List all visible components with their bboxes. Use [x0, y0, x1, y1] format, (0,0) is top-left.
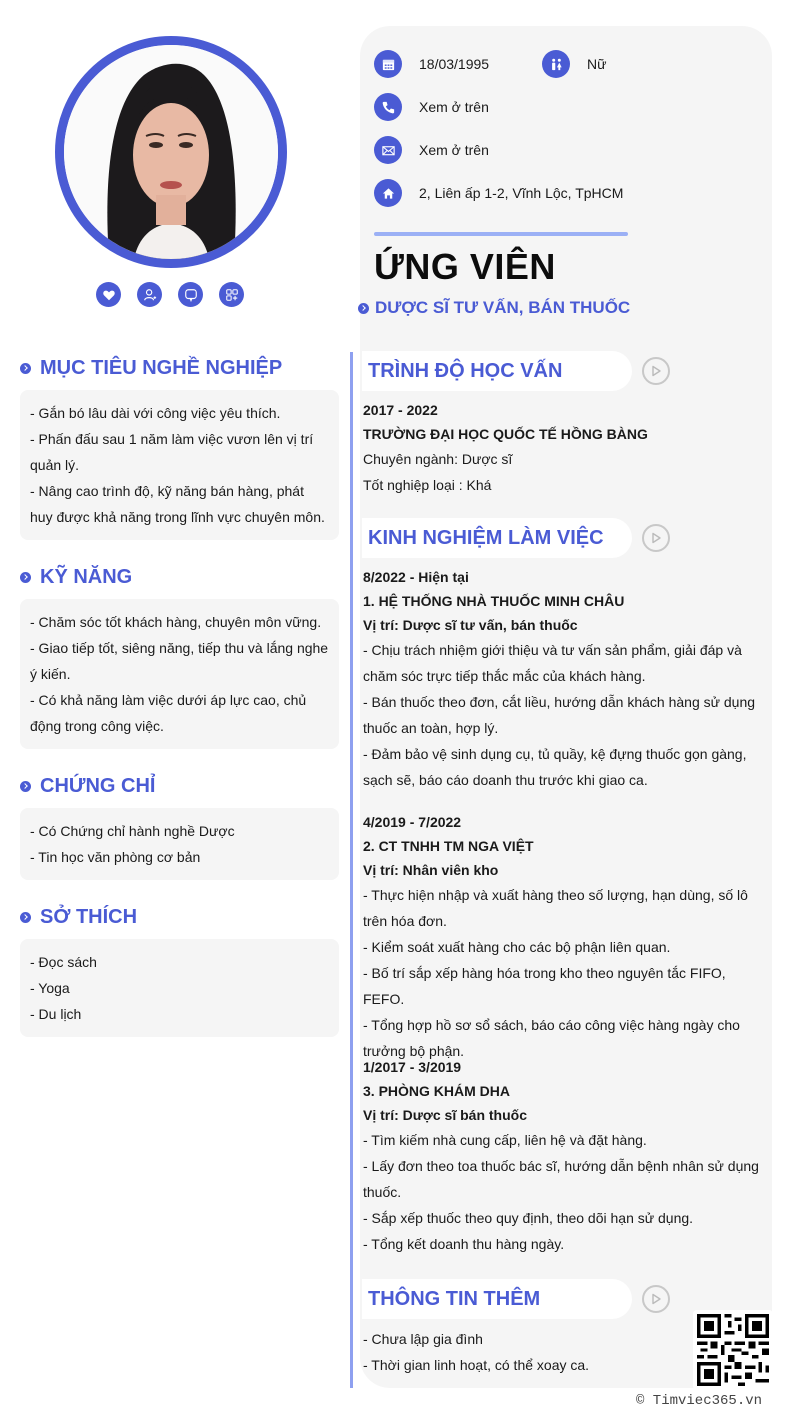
education-school: TRƯỜNG ĐẠI HỌC QUỐC TẾ HỒNG BÀNG — [363, 426, 648, 442]
job-company: 2. CT TNHH TM NGA VIỆT — [363, 838, 534, 854]
social-actions — [96, 282, 244, 307]
hobby-line: - Yoga — [30, 980, 70, 996]
certificate-line: - Có Chứng chỉ hành nghề Dược — [30, 823, 235, 839]
objective-line: - Nâng cao trình độ, kỹ năng bán hàng, phát huy được khả năng trong lĩnh vực chuyên môn. — [30, 483, 325, 525]
skills-box — [20, 599, 339, 749]
education-heading: TRÌNH ĐỘ HỌC VẤN — [362, 351, 670, 391]
play-button[interactable] — [642, 357, 670, 385]
job-entry — [363, 565, 763, 793]
gender-row — [542, 50, 606, 78]
job-position: Vị trí: Dược sĩ tư vấn, bán thuốc — [363, 617, 578, 633]
job-position: Vị trí: Dược sĩ bán thuốc — [363, 1107, 527, 1123]
play-button[interactable] — [642, 524, 670, 552]
skills-line: - Giao tiếp tốt, siêng năng, tiếp thu và lắng nghe ý kiến. — [30, 640, 329, 682]
chat-icon — [184, 288, 198, 302]
objective-line: - Phấn đấu sau 1 năm làm việc vươn lên vị trí quản lý. — [30, 431, 314, 473]
education-period: 2017 - 2022 — [363, 402, 438, 418]
objective-box — [20, 390, 339, 540]
qr-code — [693, 1310, 773, 1390]
dob-text: 18/03/1995 — [419, 56, 490, 72]
hobbies-box — [20, 939, 339, 1037]
follow-button[interactable] — [137, 282, 162, 307]
qr-code-icon — [697, 1314, 769, 1386]
copyright-footer: © Timviec365.vn — [636, 1393, 763, 1409]
address-row — [374, 179, 623, 207]
like-button[interactable] — [96, 282, 121, 307]
job-duty: - Sắp xếp thuốc theo quy định, theo dõi hạn sử dụng. — [363, 1210, 694, 1226]
job-duty: - Bố trí sắp xếp hàng hóa trong kho theo nguyên tắc FIFO, FEFO. — [363, 965, 726, 1007]
mail-icon — [381, 143, 396, 158]
job-duty: - Bán thuốc theo đơn, cắt liều, hướng dẫn khách hàng sử dụng thuốc an toàn, hợp lý. — [363, 694, 756, 736]
job-position: Vị trí: Nhân viên kho — [363, 862, 499, 878]
chevron-circle-icon — [20, 363, 31, 374]
objective-heading: MỤC TIÊU NGHỀ NGHIỆP — [20, 357, 282, 380]
play-button[interactable] — [642, 1285, 670, 1313]
avatar — [55, 36, 287, 268]
calendar-icon — [381, 57, 396, 72]
job-company: 3. PHÒNG KHÁM DHA — [363, 1083, 511, 1099]
skills-heading: KỸ NĂNG — [20, 566, 132, 589]
apps-add-icon — [225, 288, 239, 302]
column-divider — [350, 352, 353, 1388]
job-period: 8/2022 - Hiện tại — [363, 569, 469, 585]
additional-line: - Thời gian linh hoạt, có thể xoay ca. — [363, 1357, 590, 1373]
job-duty: - Thực hiện nhập và xuất hàng theo số lượng, hạn dùng, số lô trên hóa đơn. — [363, 887, 748, 929]
certificates-box — [20, 808, 339, 880]
additional-heading: THÔNG TIN THÊM — [362, 1279, 670, 1319]
chevron-circle-icon — [358, 303, 369, 314]
candidate-name: ỨNG VIÊN — [374, 246, 556, 287]
experience-heading: KINH NGHIỆM LÀM VIỆC — [362, 518, 670, 558]
more-button[interactable] — [219, 282, 244, 307]
job-duty: - Kiểm soát xuất hàng cho các bộ phận liên quan. — [363, 939, 671, 955]
candidate-title — [358, 298, 630, 318]
name-accent-bar — [374, 232, 628, 236]
job-duty: - Tổng hợp hồ sơ sổ sách, báo cáo công việc hàng ngày cho trưởng bộ phận. — [363, 1017, 740, 1059]
address-text: 2, Liên ấp 1-2, Vĩnh Lộc, TpHCM — [419, 185, 624, 201]
gender-text: Nữ — [587, 56, 607, 72]
job-duty: - Chịu trách nhiệm giới thiệu và tư vấn sản phẩm, giải đáp và chăm sóc trực tiếp thắc mắc của khách hàng. — [363, 642, 742, 684]
job-duty: - Đảm bảo vệ sinh dụng cụ, tủ quầy, kệ đựng thuốc gọn gàng, sạch sẽ, báo cáo doanh thu trước khi giao ca. — [363, 746, 747, 788]
job-entry — [363, 810, 763, 1064]
phone-row — [374, 93, 489, 121]
email-row — [374, 136, 489, 164]
home-icon — [381, 186, 396, 201]
play-icon — [650, 365, 662, 377]
gender-icon — [549, 57, 564, 72]
job-duty: - Tìm kiếm nhà cung cấp, liên hệ và đặt hàng. — [363, 1132, 647, 1148]
hobby-line: - Đọc sách — [30, 954, 97, 970]
job-company: 1. HỆ THỐNG NHÀ THUỐC MINH CHÂU — [363, 593, 625, 609]
phone-text: Xem ở trên — [419, 99, 489, 115]
message-button[interactable] — [178, 282, 203, 307]
education-block — [363, 398, 763, 498]
dob-row — [374, 50, 489, 78]
job-period: 4/2019 - 7/2022 — [363, 814, 462, 830]
email-text: Xem ở trên — [419, 142, 489, 158]
heart-icon — [102, 288, 116, 302]
phone-icon — [381, 100, 396, 115]
certificate-line: - Tin học văn phòng cơ bản — [30, 849, 201, 865]
play-icon — [650, 1293, 662, 1305]
candidate-title-text: DƯỢC SĨ TƯ VẤN, BÁN THUỐC — [375, 298, 631, 317]
hobbies-heading: SỞ THÍCH — [20, 906, 137, 929]
skills-line: - Chăm sóc tốt khách hàng, chuyên môn vững. — [30, 614, 322, 630]
skills-line: - Có khả năng làm việc dưới áp lực cao, chủ động trong công việc. — [30, 692, 307, 734]
certificates-heading: CHỨNG CHỈ — [20, 775, 155, 798]
additional-block — [363, 1326, 683, 1378]
job-duty: - Tổng kết doanh thu hàng ngày. — [363, 1236, 565, 1252]
play-icon — [650, 532, 662, 544]
job-duty: - Lấy đơn theo toa thuốc bác sĩ, hướng dẫn bệnh nhân sử dụng thuốc. — [363, 1158, 759, 1200]
chevron-circle-icon — [20, 781, 31, 792]
education-grade: Tốt nghiệp loại : Khá — [363, 477, 492, 493]
job-entry — [363, 1055, 763, 1257]
job-period: 1/2017 - 3/2019 — [363, 1059, 462, 1075]
hobby-line: - Du lịch — [30, 1006, 82, 1022]
objective-line: - Gắn bó lâu dài với công việc yêu thích. — [30, 405, 281, 421]
candidate-photo — [64, 45, 278, 259]
chevron-circle-icon — [20, 912, 31, 923]
add-user-icon — [143, 288, 157, 302]
additional-line: - Chưa lập gia đình — [363, 1331, 483, 1347]
chevron-circle-icon — [20, 572, 31, 583]
education-major: Chuyên ngành: Dược sĩ — [363, 451, 513, 467]
